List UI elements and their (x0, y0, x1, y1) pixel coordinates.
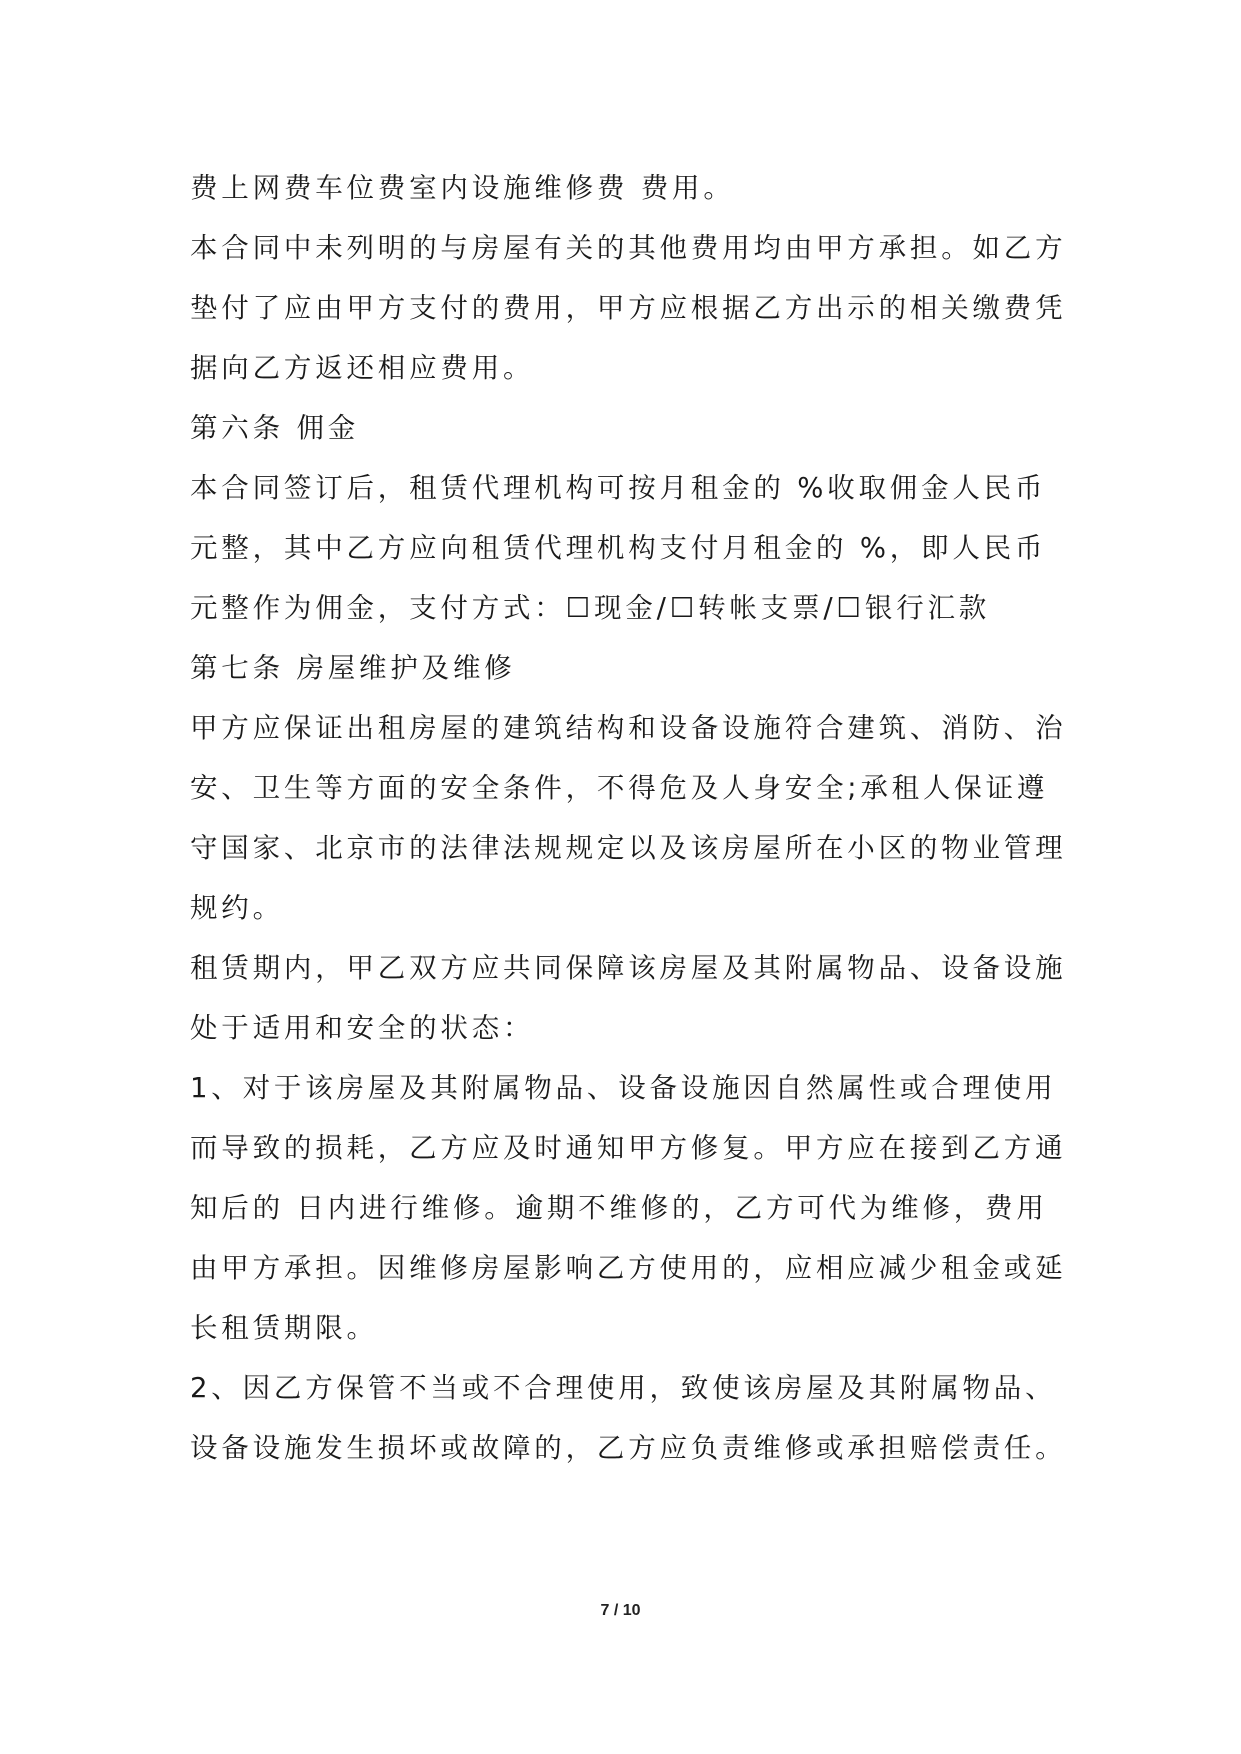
section-heading-article-6: 第六条 佣金 (190, 412, 360, 444)
text-line: 守国家、北京市的法律法规规定以及该房屋所在小区的物业管理 (190, 832, 1067, 864)
text-line: 而导致的损耗，乙方应及时通知甲方修复。甲方应在接到乙方通 (190, 1132, 1067, 1164)
text-line: 租赁期内，甲乙双方应共同保障该房屋及其附属物品、设备设施 (190, 952, 1067, 984)
text-line: 垫付了应由甲方支付的费用，甲方应根据乙方出示的相关缴费凭 (190, 292, 1067, 324)
text-line: 安、卫生等方面的安全条件，不得危及人身安全;承租人保证遵 (190, 772, 1049, 804)
text-line: 1、对于该房屋及其附属物品、设备设施因自然属性或合理使用 (190, 1072, 1057, 1104)
text-line: 本合同签订后，租赁代理机构可按月租金的 %收取佣金人民币 (190, 472, 1047, 504)
text-line: 处于适用和安全的状态： (190, 1012, 535, 1044)
text-line: 费上网费车位费室内设施维修费 费用。 (190, 172, 735, 204)
text-line: 元整作为佣金，支付方式：☐现金/☐转帐支票/☐银行汇款 (190, 592, 991, 624)
text-line: 2、因乙方保管不当或不合理使用，致使该房屋及其附属物品、 (190, 1372, 1057, 1404)
page-number: 7 / 10 (600, 1602, 641, 1619)
text-line: 由甲方承担。因维修房屋影响乙方使用的，应相应减少租金或延 (190, 1252, 1067, 1284)
document-body (190, 158, 1070, 1478)
text-line: 长租赁期限。 (190, 1312, 378, 1344)
text-line: 规约。 (190, 892, 284, 924)
text-line: 元整，其中乙方应向租赁代理机构支付月租金的 %，即人民币 (190, 532, 1047, 564)
text-line: 本合同中未列明的与房屋有关的其他费用均由甲方承担。如乙方 (190, 232, 1067, 264)
text-line: 据向乙方返还相应费用。 (190, 352, 535, 384)
text-line: 知后的 日内进行维修。逾期不维修的，乙方可代为维修，费用 (190, 1192, 1048, 1224)
text-line: 设备设施发生损坏或故障的，乙方应负责维修或承担赔偿责任。 (190, 1432, 1067, 1464)
text-line: 甲方应保证出租房屋的建筑结构和设备设施符合建筑、消防、治 (190, 712, 1067, 744)
section-heading-article-7: 第七条 房屋维护及维修 (190, 652, 516, 684)
